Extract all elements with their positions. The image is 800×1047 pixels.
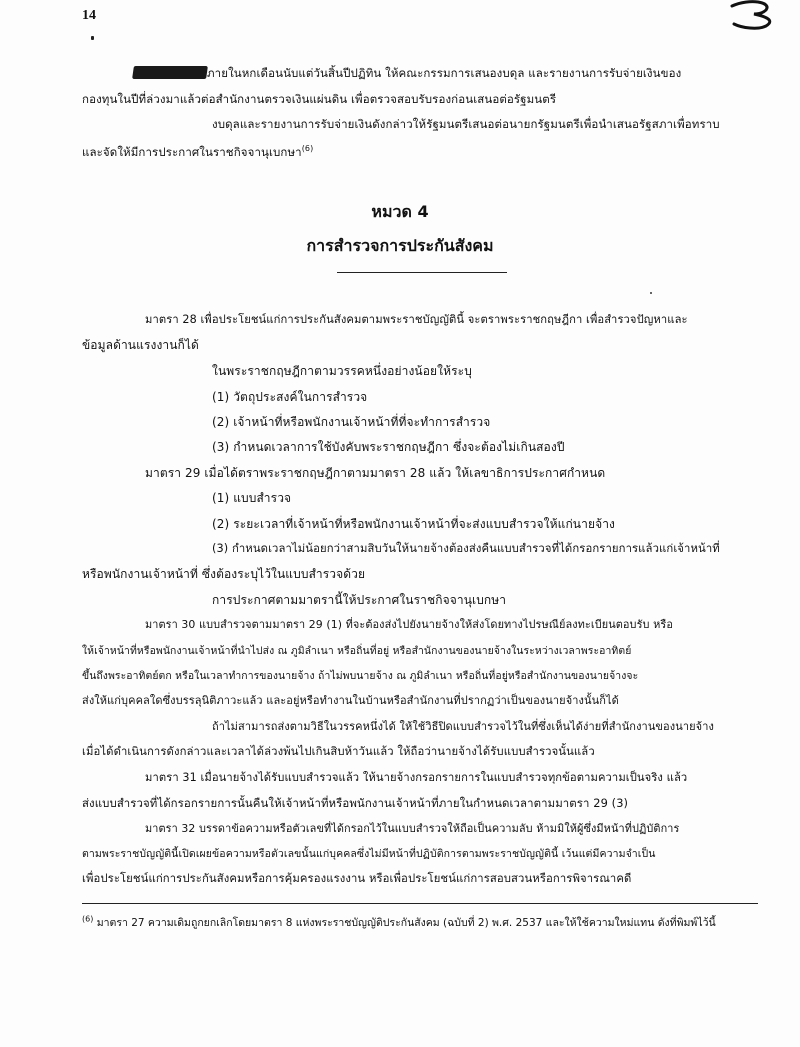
footnote-marker: (6) bbox=[82, 914, 94, 924]
redaction-mark bbox=[132, 66, 208, 79]
section-32-line: เพื่อประโยชน์แก่การประกันสังคมหรือการคุ้มครองแรงงาน หรือเพื่อประโยชน์แก่การสอบสวนหรือการพิจารณาคดี bbox=[82, 872, 632, 885]
intro-line: กองทุนในปีที่ล่วงมาแล้วต่อสำนักงานตรวจเงินแผ่นดิน เพื่อตรวจสอบรับรองก่อนเสนอต่อรัฐมนตรี bbox=[82, 92, 557, 106]
section-28-line: มาตรา 28 เพื่อประโยชน์แก่การประกันสังคมตามพระราชบัญญัตินี้ จะตราพระราชกฤษฎีกา เพื่อสำรวจปัญหาและ bbox=[145, 313, 688, 326]
section-28-line: ข้อมูลด้านแรงงานก็ได้ bbox=[82, 338, 199, 352]
section-30-line: ให้เจ้าหน้าที่หรือพนักงานเจ้าหน้าที่นำไปส่ง ณ ภูมิลำเนา หรือถิ่นที่อยู่ หรือสำนักงานของนายจ้างในระหว่างเวลาพระอาทิตย์ bbox=[82, 645, 632, 657]
section-29-item: (3) กำหนดเวลาไม่น้อยกว่าสามสิบวันให้นายจ้างต้องส่งคืนแบบสำรวจที่ได้กรอกรายการแล้วแก่เจ้าหน้าที่ bbox=[212, 542, 720, 555]
section-29-item: (1) แบบสำรวจ bbox=[212, 491, 292, 505]
intro-line: งบดุลและรายงานการรับจ่ายเงินดังกล่าวให้รัฐมนตรีเสนอต่อนายกรัฐมนตรีเพื่อนำเสนอรัฐสภาเพื่อทราบ bbox=[212, 117, 720, 131]
section-30-line: ขึ้นถึงพระอาทิตย์ตก หรือในเวลาทำการของนายจ้าง ถ้าไม่พบนายจ้าง ณ ภูมิลำเนา หรือถิ่นที่อยู่หรือสำนักงานของนายจ้างจะ bbox=[82, 670, 639, 682]
handwritten-page-mark bbox=[720, 0, 790, 30]
chapter-title: การสำรวจการประกันสังคม bbox=[306, 236, 494, 255]
footnote-reference: (6) bbox=[301, 144, 314, 153]
section-29-line: มาตรา 29 เมื่อได้ตราพระราชกฤษฎีกาตามมาตรา 28 แล้ว ให้เลขาธิการประกาศกำหนด bbox=[145, 466, 606, 480]
ink-mark bbox=[91, 36, 94, 40]
section-28-item: (2) เจ้าหน้าที่หรือพนักงานเจ้าหน้าที่ที่จะทำการสำรวจ bbox=[212, 415, 491, 429]
section-28-item: (1) วัตถุประสงค์ในการสำรวจ bbox=[212, 390, 368, 404]
intro-line: ภายในหกเดือนนับแต่วันสิ้นปีปฏิทิน ให้คณะกรรมการเสนองบดุล และรายงานการรับจ่ายเงินของ bbox=[207, 66, 682, 80]
title-underline bbox=[337, 272, 507, 273]
intro-line-last bbox=[82, 142, 313, 159]
section-30-line: เมื่อได้ดำเนินการดังกล่าวและเวลาได้ล่วงพ้นไปเกินสิบห้าวันแล้ว ให้ถือว่านายจ้างได้รับแบบสำรวจนั้นแล้ว bbox=[82, 745, 595, 758]
section-29-item: (2) ระยะเวลาที่เจ้าหน้าที่หรือพนักงานเจ้าหน้าที่จะส่งแบบสำรวจให้แก่นายจ้าง bbox=[212, 517, 616, 531]
intro-line-text: และจัดให้มีการประกาศในราชกิจจานุเบกษา bbox=[82, 144, 302, 159]
footnote-text: มาตรา 27 ความเดิมถูกยกเลิกโดยมาตรา 8 แห่งพระราชบัญญัติประกันสังคม (ฉบับที่ 2) พ.ศ. 2537 และให้ใช้ความใหม่แทน ดังที่พิมพ์ไว้นี้ bbox=[96, 917, 716, 929]
section-32-line: ตามพระราชบัญญัตินี้เปิดเผยข้อความหรือตัวเลขนั้นแก่บุคคลซึ่งไม่มีหน้าที่ปฏิบัติการตามพระราชบัญญัตินี้ เว้นแต่มีความจำเป็น bbox=[82, 848, 656, 860]
section-31-line: ส่งแบบสำรวจที่ได้กรอกรายการนั้นคืนให้เจ้าหน้าที่หรือพนักงานเจ้าหน้าที่ภายในกำหนดเวลาตามมาตรา 29 (3) bbox=[82, 796, 629, 810]
section-28-item: (3) กำหนดเวลาการใช้บังคับพระราชกฤษฎีกา ซึ่งจะต้องไม่เกินสองปี bbox=[212, 440, 565, 454]
footnote-divider bbox=[82, 903, 758, 904]
chapter-number: หมวด 4 bbox=[371, 202, 429, 221]
section-28-paragraph: ในพระราชกฤษฎีกาตามวรรคหนึ่งอย่างน้อยให้ระบุ bbox=[212, 364, 472, 378]
section-29-paragraph: การประกาศตามมาตรานี้ให้ประกาศในราชกิจจานุเบกษา bbox=[212, 593, 507, 607]
section-30-paragraph: ถ้าไม่สามารถส่งตามวิธีในวรรคหนึ่งได้ ให้ใช้วิธีปิดแบบสำรวจไว้ในที่ซึ่งเห็นได้ง่ายที่สำนักงานของนายจ้าง bbox=[212, 720, 714, 733]
section-30-line: ส่งให้แก่บุคคลใดซึ่งบรรลุนิติภาวะแล้ว และอยู่หรือทำงานในบ้านหรือสำนักงานที่ปรากฏว่าเป็นของนายจ้างนั้นก็ได้ bbox=[82, 694, 619, 707]
page-number: 14 bbox=[82, 8, 96, 23]
footnote bbox=[82, 914, 716, 931]
section-30-line: มาตรา 30 แบบสำรวจตามมาตรา 29 (1) ที่จะต้องส่งไปยังนายจ้างให้ส่งโดยทางไปรษณีย์ลงทะเบียนตอบรับ หรือ bbox=[145, 618, 673, 631]
section-32-line: มาตรา 32 บรรดาข้อความหรือตัวเลขที่ได้กรอกไว้ในแบบสำรวจให้ถือเป็นความลับ ห้ามมิให้ผู้ซึ่งมีหน้าที่ปฏิบัติการ bbox=[145, 822, 680, 835]
section-29-line: หรือพนักงานเจ้าหน้าที่ ซึ่งต้องระบุไว้ในแบบสำรวจด้วย bbox=[82, 567, 366, 581]
scan-speck bbox=[650, 292, 652, 294]
section-31-line: มาตรา 31 เมื่อนายจ้างได้รับแบบสำรวจแล้ว ให้นายจ้างกรอกรายการในแบบสำรวจทุกข้อตามความเป็นจริง แล้ว bbox=[145, 771, 688, 784]
